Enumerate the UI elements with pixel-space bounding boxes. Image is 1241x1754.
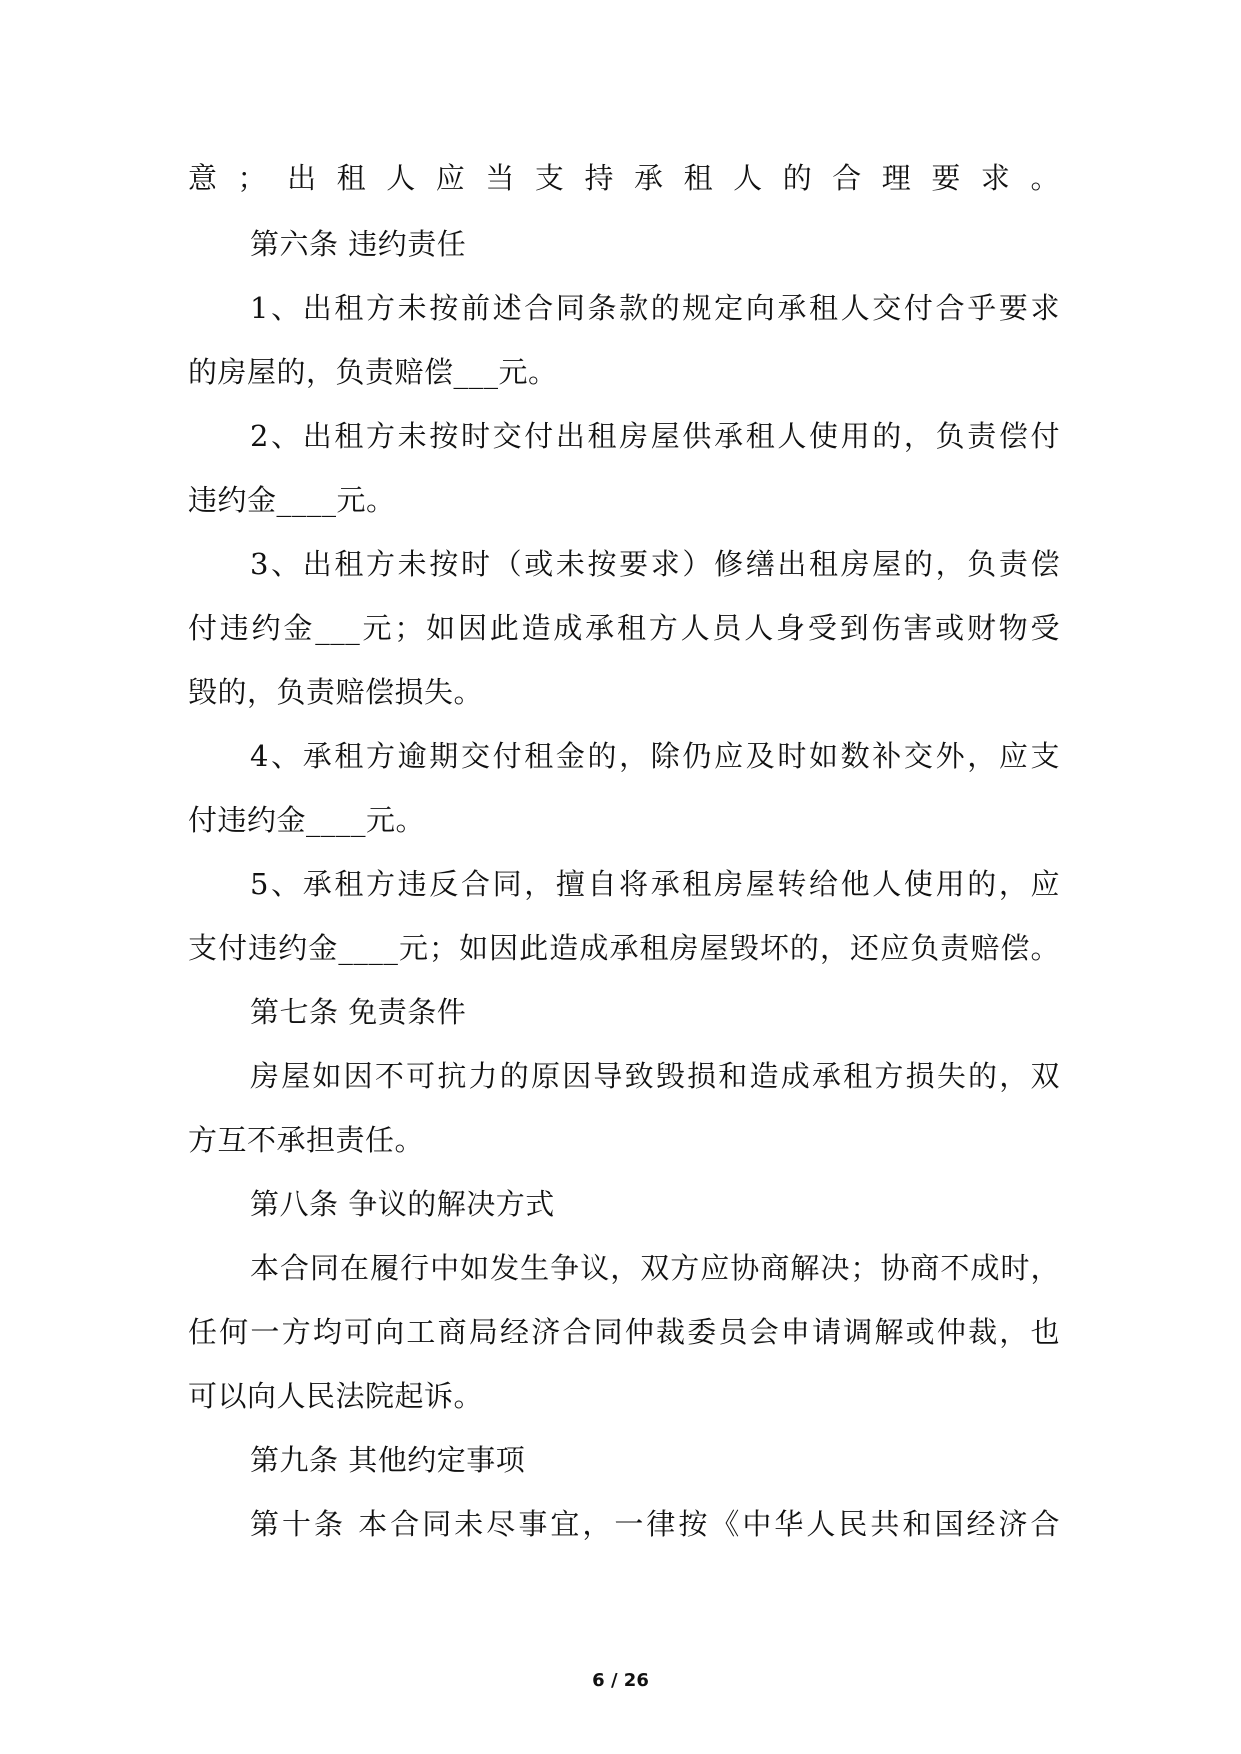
text-line: 本合同在履行中如发生争议，双方应协商解决；协商不成时， [250,1251,1060,1285]
text-line: 支付违约金____元；如因此造成承租房屋毁坏的，还应负责赔偿。 [188,931,1060,965]
section-heading: 第九条 其他约定事项 [250,1443,526,1477]
section-heading: 第六条 违约责任 [250,227,467,261]
text-line: 付违约金___元；如因此造成承租方人员人身受到伤害或财物受 [188,611,1060,645]
text-line: 第十条 本合同未尽事宜，一律按《中华人民共和国经济合 [250,1507,1060,1541]
section-heading: 第八条 争议的解决方式 [250,1187,555,1221]
text-line: 可以向人民法院起诉。 [188,1379,484,1413]
section-heading: 第七条 免责条件 [250,995,467,1029]
page-number: 6 / 26 [592,1670,649,1691]
text-line: 1、出租方未按前述合同条款的规定向承租人交付合乎要求 [250,291,1060,325]
text-line: 的房屋的，负责赔偿___元。 [188,355,558,389]
text-line: 4、承租方逾期交付租金的，除仍应及时如数补交外，应支 [250,739,1060,773]
text-line: 3、出租方未按时（或未按要求）修缮出租房屋的，负责偿 [250,547,1060,581]
text-line: 违约金____元。 [188,483,396,517]
text-line: 房屋如因不可抗力的原因导致毁损和造成承租方损失的，双 [250,1059,1060,1093]
text-line: 意；出租人应当支持承租人的合理要求。 [188,161,1060,195]
text-line: 5、承租方违反合同，擅自将承租房屋转给他人使用的，应 [250,867,1060,901]
text-line: 任何一方均可向工商局经济合同仲裁委员会申请调解或仲裁，也 [188,1315,1060,1349]
text-line: 付违约金____元。 [188,803,426,837]
text-line: 2、出租方未按时交付出租房屋供承租人使用的，负责偿付 [250,419,1060,453]
text-line: 方互不承担责任。 [188,1123,425,1157]
text-line: 毁的，负责赔偿损失。 [188,675,484,709]
